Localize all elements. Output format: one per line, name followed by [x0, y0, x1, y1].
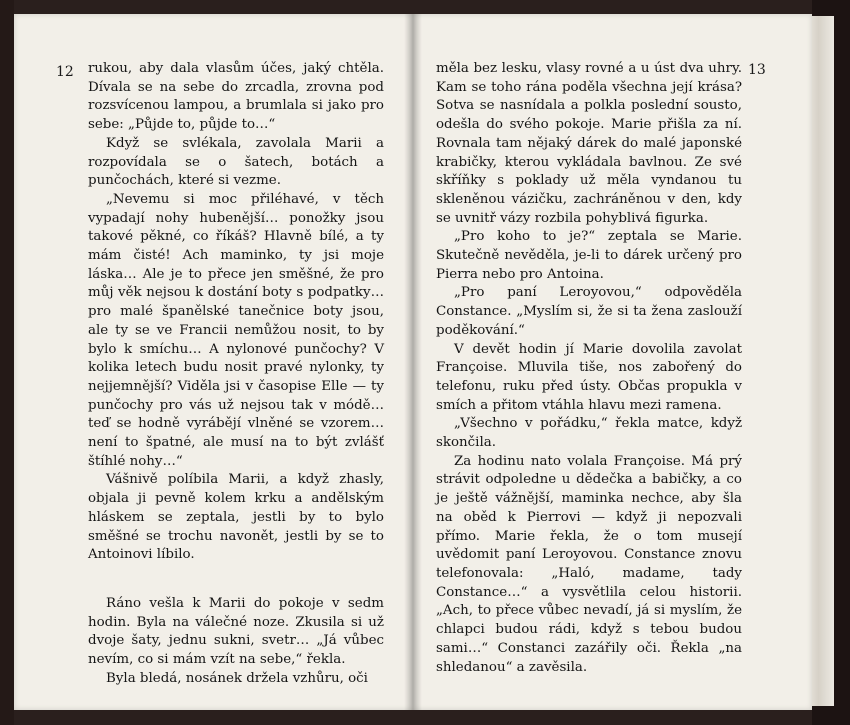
left-page-number: 12 — [56, 64, 74, 80]
paragraph: rukou, aby dala vlasům účes, jaký chtěla. Dívala se na sebe do zrcadla, zrovna pod rozsvícenou lampou, a brumlala si jako pro sebe: „Půjde to, půjde to…“ — [88, 61, 384, 133]
paragraph: měla bez lesku, vlasy rovné a u úst dva uhry. Kam se toho rána poděla všechna její krása? Sotva se nasnídala a polkla poslední sousto, odešla do svého pokoje. Marie přišla za ní. Rovnala tam nějaký dárek do malé japonské krabičky, kterou vykládala bavlnou. Ze své skříňky s poklady už měla vyndanou tu skleněnou vázičku, zachráněnou v den, kdy se uvnitř vázy rozbila pohyblivá figurka. — [436, 61, 742, 226]
right-page-number: 13 — [748, 62, 766, 78]
paragraph: „Pro koho to je?“ zeptala se Marie. Skutečně nevěděla, je-li to dárek určený pro Pierra nebo pro Antoina. — [436, 229, 742, 282]
book-cover-left — [0, 0, 14, 725]
section-break — [88, 565, 384, 595]
paragraph: „Pro paní Leroyovou,“ odpověděla Constance. „Myslím si, že si ta žena zaslouží poděkování.“ — [436, 285, 742, 338]
right-page-text — [436, 60, 742, 677]
paragraph: „Nevemu si moc přiléhavé, v těch vypadají nohy hubenější… ponožky jsou takové pěkné, co říkáš? Hlavně bílé, a ty mám čisté! Ach maminko, ty jsi moje láska… Ale je to přece jen směšné, že pro můj věk nejsou k dostání boty s podpatky… pro malé španělské tanečnice boty jsou, ale ty se ve Francii nemůžou nosit, to by bylo k smíchu… A nylonové punčochy? V kolika letech budu nosit pravé nylonky, ty nejjemnější? Viděla jsi v časopise Elle — ty punčochy pro vás už nejsou tak v módě… teď se hodně vyrábějí vlněné se vzorem… není to špatné, ale musí na to být zvlášť štíhlé nohy…“ — [88, 191, 384, 469]
paragraph: V devět hodin jí Marie dovolila zavolat Françoise. Mluvila tiše, nos zabořený do telefonu, ruku před ústy. Občas propukla v smích a přitom vtáhla hlavu mezi ramena. — [436, 341, 742, 413]
paragraph: Vášnivě políbila Marii, a když zhasly, objala ji pevně kolem krku a andělským hláskem se zeptala, jestli by to bylo směšné se trochu navonět, jestli by se to Antoinovi líbilo. — [88, 472, 384, 563]
paragraph: Když se svlékala, zavolala Marii a rozpovídala se o šatech, botách a punčochách, které si vezme. — [88, 135, 384, 189]
paragraph: Ráno vešla k Marii do pokoje v sedm hodin. Byla na válečné noze. Zkusila si už dvoje šaty, jednu sukni, svetr… „Já vůbec nevím, co si mám vzít na sebe,“ řekla. — [88, 595, 384, 668]
paragraph: Za hodinu nato volala Françoise. Má prý strávit odpoledne u dědečka a babičky, a co je ještě vážnější, maminka nechce, aby šla na oběd k Pierrovi — když ji nepozvali přímo. Marie řekla, že o tom musejí uvědomit paní Leroyovou. Constance znovu telefonovala: „Haló, madame, tady Constance…“ a vysvětlila celou historii. „Ach, to přece vůbec nevadí, já si myslím, že chlapci budou rádi, když s tebou budou sami…“ Constanci zazářily oči. Řekla „na shledanou“ a zavěsila. — [436, 453, 742, 675]
paragraph: „Všechno v pořádku,“ řekla matce, když skončila. — [436, 416, 742, 451]
book-gutter — [404, 14, 422, 710]
paragraph: Byla bledá, nosánek držela vzhůru, oči — [106, 670, 368, 686]
left-page-text — [88, 60, 384, 689]
